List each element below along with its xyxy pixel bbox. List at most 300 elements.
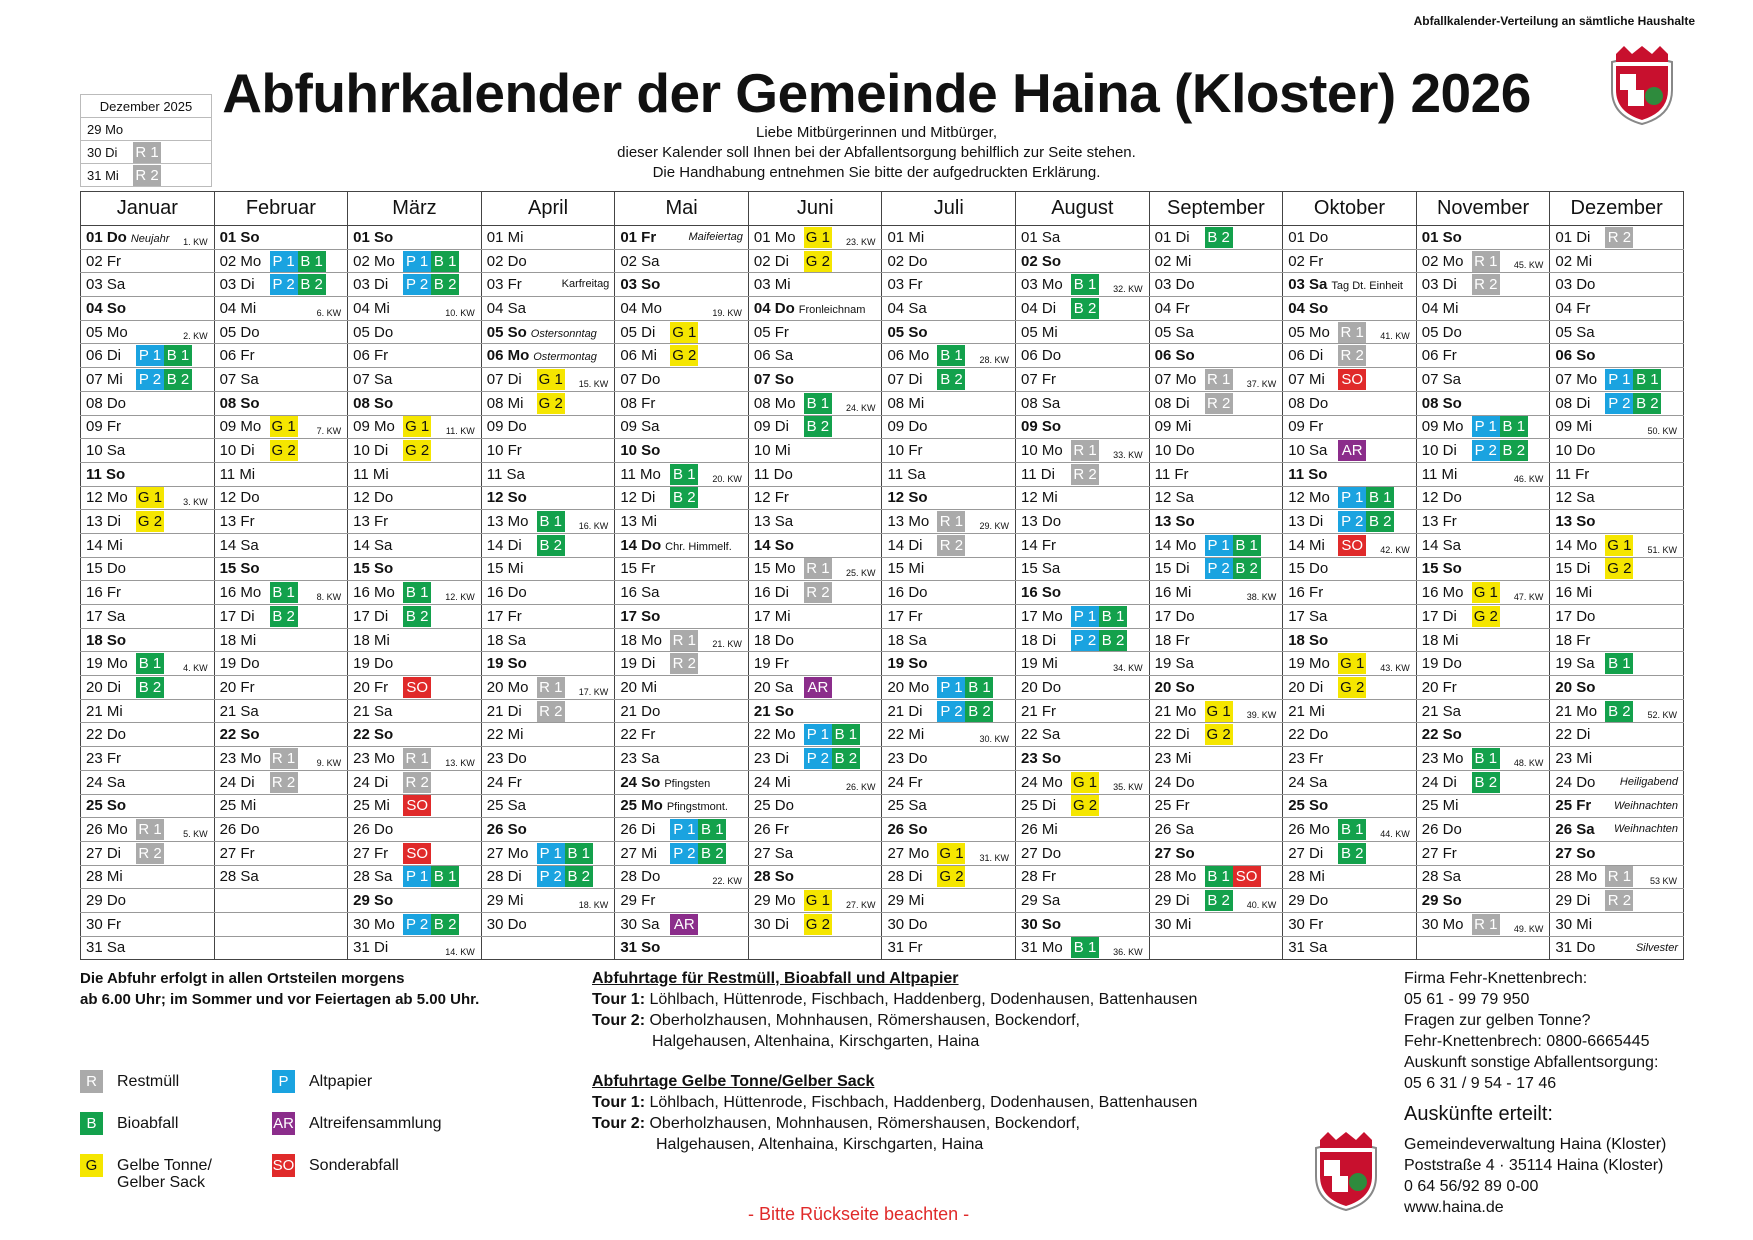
calendar-day-cell — [348, 439, 482, 463]
day-label: 10 So — [620, 442, 661, 460]
pickup-tag: G 2 — [805, 915, 830, 933]
day-label: 29 Sa — [1021, 892, 1061, 910]
pickup-tag: P 1 — [270, 251, 298, 272]
calendar-week-label: 10. KW — [445, 307, 475, 318]
day-label: 20 Fr — [219, 678, 255, 696]
day-label: 02 Fr — [1288, 252, 1324, 270]
day-label: 15 Mi — [486, 560, 524, 578]
day-label: 21 So — [753, 702, 794, 720]
calendar-day-cell — [882, 699, 1016, 723]
calendar-day-cell — [214, 273, 348, 297]
day-label: 06 So — [1555, 347, 1596, 365]
calendar-day-cell — [748, 889, 882, 913]
day-label: 17 Sa — [86, 607, 126, 625]
pickup-tags — [270, 273, 326, 296]
tour-places: Oberholzhausen, Mohnhausen, Römershausen, Bockendorf, — [649, 1012, 1080, 1029]
calendar-day-cell — [882, 936, 1016, 960]
calendar-day-cell — [1149, 723, 1283, 747]
pickup-tags — [1205, 534, 1261, 557]
pickup-tags — [403, 795, 431, 818]
calendar-day-cell — [348, 841, 482, 865]
pickup-tag: B 2 — [565, 866, 593, 887]
calendar-day-cell — [1149, 368, 1283, 392]
calendar-day-cell — [615, 533, 749, 557]
calendar-day-cell — [615, 676, 749, 700]
pickup-tags — [1605, 392, 1661, 415]
day-label: 25 Mi — [1421, 797, 1459, 815]
pickup-tag: B 1 — [1472, 748, 1500, 769]
pickup-tags — [1472, 416, 1528, 439]
calendar-day-cell — [1149, 794, 1283, 818]
pickup-tags — [804, 913, 832, 936]
calendar-day-cell — [81, 747, 215, 771]
calendar-day-cell — [214, 676, 348, 700]
legend-label: Gelbe Tonne/ — [117, 1157, 212, 1174]
tour-section-restmuell — [592, 968, 1197, 1052]
calendar-day-cell — [1283, 581, 1417, 605]
calendar-day-cell — [882, 912, 1016, 936]
month-header: Juli — [882, 192, 1016, 226]
day-label: 17 Fr — [887, 607, 923, 625]
calendar-day-cell — [1283, 699, 1417, 723]
day-label: 19 So — [486, 655, 527, 673]
pickup-tag: R 2 — [133, 165, 161, 186]
day-label: 01 Sa — [1021, 228, 1061, 246]
calendar-week-label: 26. KW — [845, 781, 876, 792]
calendar-day-cell — [81, 510, 215, 534]
day-label: 07 Sa — [219, 370, 259, 388]
day-label: 19 Di — [620, 655, 656, 673]
pickup-tags — [403, 273, 459, 296]
day-label: 17 So — [620, 607, 661, 625]
day-label: 03 Di — [353, 276, 389, 294]
pickup-tag: B 1 — [403, 582, 431, 603]
pickup-tags — [1205, 392, 1233, 415]
calendar-day-cell — [1416, 794, 1550, 818]
page-title: Abfuhrkalender der Gemeinde Haina (Kloster) 2026 — [222, 62, 1531, 124]
pickup-tag: P 2 — [403, 274, 431, 295]
calendar-day-cell — [481, 344, 615, 368]
calendar-day-cell — [1016, 344, 1150, 368]
holiday-label: Weihnachten — [1613, 799, 1678, 812]
day-label: 17 Sa — [1288, 607, 1328, 625]
calendar-day-cell — [1149, 557, 1283, 581]
legend-label: Altpapier — [309, 1073, 373, 1090]
month-header: Oktober — [1283, 192, 1417, 226]
pickup-tags — [1605, 368, 1661, 391]
day-label: 04 So — [1288, 299, 1329, 317]
day-label: 11 Di — [1021, 465, 1055, 483]
calendar-day-cell — [1283, 628, 1417, 652]
day-label: 16 Do — [887, 584, 928, 602]
holiday-label: Ostermontag — [533, 351, 597, 364]
day-label: 31 Mo — [1021, 939, 1063, 957]
calendar-day-cell — [748, 249, 882, 273]
day-label: 14 Mo — [1154, 536, 1197, 554]
day-label: 14 Sa — [353, 536, 393, 554]
calendar-day-cell — [1550, 676, 1684, 700]
pickup-tags — [1338, 368, 1366, 391]
day-label: 27 Mo — [887, 844, 930, 862]
day-label: 28 Mo — [1154, 868, 1197, 886]
calendar-day-cell — [748, 723, 882, 747]
pickup-tag: B 1 — [537, 511, 565, 532]
day-label: 14 Mi — [86, 536, 123, 554]
pickup-tags — [804, 226, 832, 249]
day-label: 07 Di — [887, 370, 923, 388]
calendar-day-cell — [1550, 368, 1684, 392]
previous-month-box — [80, 94, 212, 187]
pickup-tag: B 2 — [804, 416, 832, 437]
legend-swatch: SO — [272, 1154, 295, 1177]
pickup-tags — [133, 164, 161, 186]
day-label: 20 Mi — [620, 678, 657, 696]
month-header: Februar — [214, 192, 348, 226]
day-label: 30 Mo — [1421, 915, 1464, 933]
calendar-day-cell — [348, 628, 482, 652]
calendar-day-cell — [1550, 533, 1684, 557]
calendar-day-cell — [348, 699, 482, 723]
day-label: 03 Di — [219, 276, 255, 294]
website-link[interactable]: www.haina.de — [1404, 1199, 1504, 1216]
day-label: 24 Di — [1421, 773, 1457, 791]
calendar-day-cell — [214, 747, 348, 771]
calendar-day-cell — [1416, 533, 1550, 557]
pickup-tags — [670, 913, 698, 936]
day-label: 14 So — [753, 536, 794, 554]
day-label: 30 Di — [87, 144, 118, 160]
calendar-day-cell — [615, 510, 749, 534]
calendar-day-cell — [481, 226, 615, 250]
calendar-week-label: 3. KW — [183, 497, 208, 508]
calendar-day-cell — [882, 368, 1016, 392]
pickup-tag: R 1 — [1472, 251, 1500, 272]
day-label: 10 Fr — [486, 442, 522, 460]
pickup-tag: B 2 — [270, 606, 298, 627]
calendar-day-cell — [214, 510, 348, 534]
pickup-tags — [1071, 937, 1099, 960]
calendar-day-cell — [1149, 605, 1283, 629]
calendar-day-cell — [1550, 510, 1684, 534]
calendar-day-cell — [1016, 439, 1150, 463]
pickup-tag: P 2 — [1205, 558, 1233, 579]
day-label: 23 Fr — [86, 749, 122, 767]
day-label: 14 Mo — [1555, 536, 1598, 554]
calendar-day-cell — [1283, 652, 1417, 676]
calendar-week-label: 17. KW — [578, 686, 609, 697]
calendar-day-cell — [481, 391, 615, 415]
day-label: 14 Di — [887, 536, 923, 554]
calendar-day-cell — [1416, 462, 1550, 486]
day-label: 03 Di — [1421, 276, 1457, 294]
day-label: 10 Sa — [86, 442, 126, 460]
calendar-day-cell — [81, 273, 215, 297]
pickup-tags — [403, 250, 459, 273]
pickup-tag: R 1 — [1205, 369, 1233, 390]
day-label: 30 Mi — [1154, 915, 1192, 933]
calendar-day-cell — [1283, 320, 1417, 344]
calendar-day-cell — [1550, 628, 1684, 652]
calendar-week-label: 33. KW — [1113, 449, 1143, 460]
calendar-day-cell — [1016, 865, 1150, 889]
day-label: 13 So — [1154, 513, 1195, 531]
day-label: 12 Sa — [1154, 489, 1194, 507]
day-label: 14 Mi — [1288, 536, 1325, 554]
day-label: 31 Sa — [1288, 939, 1328, 957]
calendar-week-label: 5. KW — [183, 828, 208, 839]
calendar-day-cell — [1416, 628, 1550, 652]
pickup-tag: R 2 — [1338, 345, 1366, 366]
calendar-day-cell — [481, 273, 615, 297]
calendar-day-cell — [748, 368, 882, 392]
address-line: 0 64 56/92 89 0-00 — [1404, 1178, 1539, 1195]
calendar-week-label: 49. KW — [1513, 923, 1544, 934]
day-label: 13 So — [1555, 513, 1596, 531]
day-label: 20 Mo — [887, 678, 930, 696]
calendar-day-cell — [81, 889, 215, 913]
day-label: 04 Fr — [1555, 299, 1591, 317]
pickup-tag: B 1 — [1338, 819, 1366, 840]
day-label: 24 Mo — [1021, 773, 1063, 791]
pickup-tags — [804, 392, 832, 415]
pickup-tags — [403, 439, 431, 462]
calendar-day-cell — [1149, 676, 1283, 700]
day-label: 24 Do — [1555, 773, 1596, 791]
pickup-tags — [1071, 605, 1127, 628]
pickup-tag: R 1 — [670, 630, 698, 651]
day-label: 31 So — [620, 939, 661, 957]
pickup-tags — [403, 866, 459, 889]
day-label: 08 Do — [86, 394, 127, 412]
day-label: 27 So — [1555, 844, 1596, 862]
pickup-tags — [270, 581, 298, 604]
distribution-note: Abfallkalender-Verteilung an sämtliche Haushalte — [1413, 14, 1695, 28]
calendar-day-cell — [1283, 391, 1417, 415]
day-label: 13 Fr — [1421, 513, 1457, 531]
day-label: 22 Sa — [1021, 726, 1061, 744]
pickup-tags — [270, 605, 298, 628]
calendar-day-cell — [882, 841, 1016, 865]
month-header: Mai — [615, 192, 749, 226]
pickup-tag: P 2 — [1472, 440, 1500, 461]
pickup-tag: B 2 — [1500, 440, 1528, 461]
calendar-day-cell — [1416, 818, 1550, 842]
day-label: 21 Mo — [1555, 702, 1598, 720]
calendar-day-cell — [1416, 652, 1550, 676]
pickup-tag: P 1 — [1071, 606, 1099, 627]
day-label: 17 Di — [1421, 607, 1457, 625]
day-label: 26 Di — [620, 821, 656, 839]
calendar-day-cell — [214, 557, 348, 581]
day-label: 08 So — [353, 394, 394, 412]
calendar-day-cell — [214, 723, 348, 747]
tour-places: Löhlbach, Hüttenrode, Fischbach, Haddenberg, Dodenhausen, Battenhausen — [649, 1094, 1198, 1111]
calendar-week-label: 12. KW — [445, 592, 475, 602]
day-label: 28 Di — [887, 868, 923, 886]
holiday-label: Ostersonntag — [530, 327, 597, 340]
calendar-day-cell — [1149, 533, 1283, 557]
calendar-day-cell — [214, 770, 348, 794]
calendar-day-cell — [1283, 439, 1417, 463]
legend-item — [80, 1070, 179, 1093]
day-label: 01 So — [1421, 228, 1462, 246]
pickup-tag: P 1 — [670, 819, 698, 840]
pickup-tags — [403, 676, 431, 699]
calendar-day-cell — [748, 273, 882, 297]
day-label: 06 Do — [1021, 347, 1062, 365]
day-label: 29 Do — [86, 892, 127, 910]
calendar-day-cell — [481, 794, 615, 818]
pickup-tags — [1071, 439, 1099, 462]
legend-swatch: P — [272, 1070, 295, 1093]
calendar-day-cell — [1283, 841, 1417, 865]
calendar-day-cell — [1416, 770, 1550, 794]
day-label: 02 Fr — [86, 252, 122, 270]
pickup-tag: G 1 — [672, 323, 697, 341]
calendar-day-cell — [214, 226, 348, 250]
calendar-week-label: 25. KW — [845, 568, 876, 579]
calendar-day-cell — [214, 818, 348, 842]
calendar-day-cell — [348, 818, 482, 842]
tour-places: Halgehausen, Altenhaina, Kirschgarten, Haina — [652, 1033, 980, 1050]
calendar-day-cell — [1416, 723, 1550, 747]
pickup-tags — [1472, 581, 1500, 604]
pickup-tags — [670, 463, 698, 486]
legend-swatch: G — [80, 1154, 103, 1177]
calendar-day-cell — [214, 652, 348, 676]
calendar-day-cell — [615, 486, 749, 510]
calendar-day-cell — [1016, 676, 1150, 700]
day-label: 23 So — [1021, 749, 1062, 767]
pickup-tag: R 2 — [537, 701, 565, 722]
pickup-tag: G 2 — [137, 513, 163, 531]
pickup-tag: G 2 — [1607, 560, 1632, 578]
day-label: 22 Mi — [887, 726, 925, 744]
calendar-day-cell — [882, 723, 1016, 747]
day-label: 10 Mi — [753, 442, 791, 460]
day-label: 29 So — [1421, 892, 1462, 910]
calendar-day-cell — [1016, 818, 1150, 842]
calendar-day-cell — [882, 462, 1016, 486]
calendar-day-cell — [1416, 486, 1550, 510]
calendar-day-cell — [1283, 533, 1417, 557]
day-label: 21 Fr — [1021, 702, 1057, 720]
day-label: 14 Fr — [1021, 536, 1057, 554]
day-label: 17 Mo — [1021, 607, 1063, 625]
calendar-day-cell — [1416, 297, 1550, 321]
pickup-tag: SO — [1338, 535, 1366, 556]
day-label: 23 Fr — [1288, 749, 1324, 767]
day-label: 01 Fr — [620, 228, 657, 246]
day-label: 13 Mo — [887, 513, 930, 531]
contact-line: Fehr-Knettenbrech: 0800-6665445 — [1404, 1033, 1650, 1050]
calendar-day-cell — [481, 652, 615, 676]
calendar-day-cell — [1149, 415, 1283, 439]
day-label: 19 Do — [353, 655, 394, 673]
calendar-week-label: 20. KW — [712, 473, 742, 484]
calendar-day-cell — [882, 865, 1016, 889]
pickup-tag: B 1 — [1500, 416, 1528, 437]
day-label: 23 Mo — [1421, 749, 1464, 767]
day-label: 27 Di — [86, 844, 122, 862]
day-label: 23 Do — [887, 749, 928, 767]
calendar-day-cell — [1283, 912, 1417, 936]
calendar-week-label: 34. KW — [1113, 663, 1143, 674]
day-label: 15 Di — [1154, 560, 1190, 578]
day-label: 11 So — [86, 465, 126, 483]
pickup-tags — [1605, 700, 1633, 723]
calendar-day-cell — [748, 605, 882, 629]
day-label: 04 Sa — [887, 299, 927, 317]
calendar-week-label: 50. KW — [1647, 426, 1677, 437]
calendar-day-cell — [1550, 320, 1684, 344]
day-label: 04 So — [86, 299, 127, 317]
pickup-tags — [804, 416, 832, 439]
calendar-week-label: 46. KW — [1513, 473, 1544, 484]
pickup-tags — [270, 771, 298, 794]
day-label: 26 Sa — [1154, 821, 1194, 839]
day-label: 24 Di — [219, 773, 255, 791]
day-label: 08 Mi — [887, 394, 925, 412]
pickup-tags — [804, 676, 832, 699]
calendar-day-cell — [1016, 510, 1150, 534]
calendar-week-label: 42. KW — [1380, 544, 1410, 555]
calendar-day-cell — [748, 818, 882, 842]
calendar-day-cell — [1283, 368, 1417, 392]
day-label: 05 Fr — [753, 323, 789, 341]
day-label: 03 So — [620, 276, 661, 294]
calendar-day-cell — [615, 439, 749, 463]
calendar-day-cell — [748, 794, 882, 818]
pickup-tags — [133, 141, 161, 163]
day-label: 09 Do — [887, 418, 928, 436]
pickup-tag: B 2 — [670, 487, 698, 508]
day-label: 26 Mi — [1021, 821, 1058, 839]
calendar-day-cell — [214, 628, 348, 652]
pickup-tag: P 2 — [403, 914, 431, 935]
day-label: 25 So — [86, 797, 127, 815]
day-label: 04 Di — [1021, 299, 1057, 317]
calendar-day-cell — [615, 415, 749, 439]
pickup-tag: G 2 — [805, 252, 830, 270]
pickup-tag: R 2 — [1605, 227, 1633, 248]
calendar-day-cell — [1416, 249, 1550, 273]
calendar-day-cell — [1149, 486, 1283, 510]
calendar-day-cell — [1283, 415, 1417, 439]
calendar-day-cell — [1416, 368, 1550, 392]
calendar-day-cell — [748, 226, 882, 250]
day-label: 15 So — [353, 560, 394, 578]
pickup-tag: P 1 — [804, 724, 832, 745]
day-label: 13 Sa — [753, 513, 794, 531]
day-label: 15 Di — [1555, 560, 1591, 578]
day-label: 09 So — [1021, 418, 1062, 436]
pickup-tags — [136, 676, 164, 699]
day-label: 05 Sa — [1154, 323, 1194, 341]
calendar-day-cell — [481, 510, 615, 534]
day-label: 29 So — [353, 892, 394, 910]
calendar-day-cell — [1149, 628, 1283, 652]
day-label: 02 Sa — [620, 252, 660, 270]
calendar-day-cell — [1149, 462, 1283, 486]
tour-label: Tour 1: — [592, 1094, 646, 1111]
day-label: 31 Mi — [87, 167, 119, 183]
day-label: 14 Do — [620, 536, 662, 554]
day-label: 29 Mi — [887, 892, 925, 910]
day-label: 30 Do — [486, 915, 527, 933]
calendar-day-cell — [882, 391, 1016, 415]
day-label: 24 Fr — [486, 773, 522, 791]
